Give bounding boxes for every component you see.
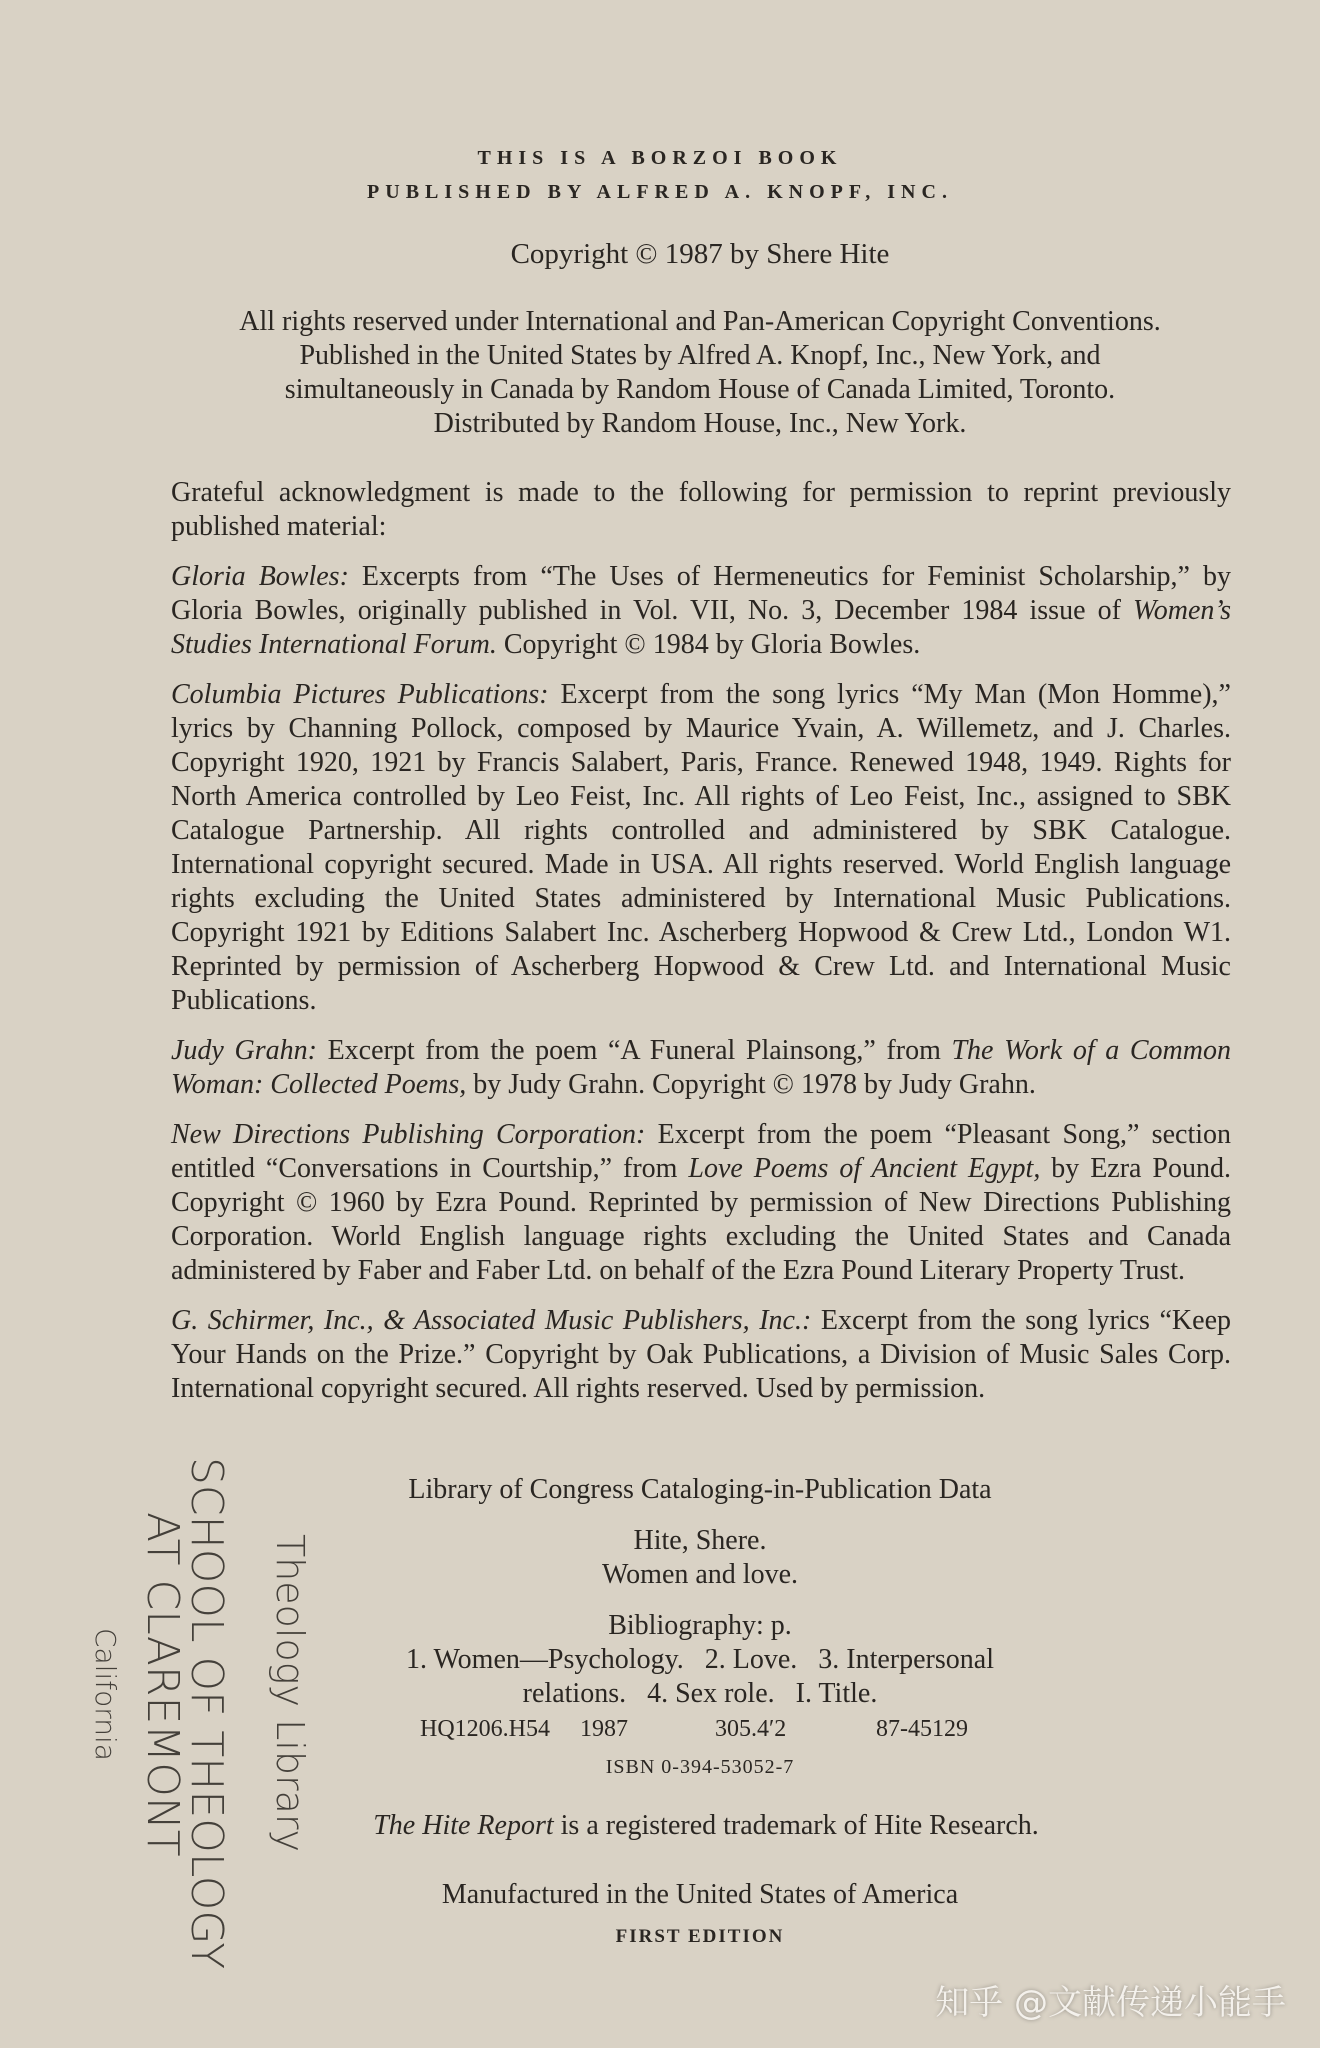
cip-bibliography: Bibliography: p.: [608, 1610, 792, 1641]
ack-source: Judy Grahn:: [171, 1035, 317, 1066]
cip-subjects: relations. 4. Sex role. I. Title.: [522, 1678, 878, 1709]
publisher-line: PUBLISHED BY ALFRED A. KNOPF, INC.: [367, 181, 953, 203]
rights-line: Published in the United States by Alfred A. Knopf, Inc., New York, and: [299, 340, 1101, 371]
acknowledgment-entry: [171, 1034, 1231, 1102]
rights-line: Distributed by Random House, Inc., New York.: [433, 408, 967, 439]
ack-source: G. Schirmer, Inc., & Associated Music Publishers, Inc.:: [171, 1305, 812, 1336]
acknowledgment-intro: Grateful acknowledgment is made to the following for permission to reprint previously published material:: [171, 477, 1231, 542]
acknowledgments: [171, 476, 1231, 1422]
cip-year: 1987: [580, 1716, 628, 1742]
stamp-at-claremont: AT CLAREMONT: [137, 1512, 188, 1857]
manufactured-line: Manufactured in the United States of America: [441, 1879, 959, 1910]
trademark-title: The Hite Report: [373, 1810, 554, 1841]
copyright-line: Copyright © 1987 by Shere Hite: [510, 238, 890, 270]
cip-author: Hite, Shere.: [633, 1525, 767, 1556]
ack-source: New Directions Publishing Corporation:: [171, 1119, 646, 1150]
ack-text: Excerpt from the poem “A Funeral Plainsong,” from: [316, 1035, 952, 1066]
ack-text: by Ezra Pound. Copyright © 1960 by Ezra Pound. Reprinted by permission of New Directions Publishing Corporation. World English language rights excluding the United States and Canada administered by Faber and Faber Ltd. on behalf of the Ezra Pound Literary Property Trust.: [171, 1153, 1231, 1286]
borzoi-line: THIS IS A BORZOI BOOK: [477, 147, 843, 169]
ack-text: Excerpt from the song lyrics “My Man (Mon Homme),” lyrics by Channing Pollock, composed by Maurice Yvain, A. Willemetz, and J. Charles. Copyright 1920, 1921 by Francis Salabert, Paris, France. Renewed 1948, 1949. Rights for North America controlled by Leo Feist, Inc. All rights of Leo Feist, Inc., assigned to SBK Catalogue Partnership. All rights controlled and administered by SBK Catalogue. International copyright secured. Made in USA. All rights reserved. World English language rights excluding the United States administered by International Music Publications. Copyright 1921 by Editions Salabert Inc. Ascherberg Hopwood & Crew Ltd., London W1. Reprinted by permission of Ascherberg Hopwood & Crew Ltd. and International Music Publications.: [171, 679, 1231, 1016]
ack-italic: Women’s Studies International Forum.: [171, 595, 1231, 660]
edition-line: FIRST EDITION: [615, 1926, 785, 1947]
rights-line: All rights reserved under International and Pan-American Copyright Conventions.: [239, 306, 1161, 337]
acknowledgment-entry: [171, 1304, 1231, 1406]
trademark-line: [326, 1810, 1086, 1842]
cip-title: Library of Congress Cataloging-in-Publication Data: [408, 1474, 992, 1505]
zhihu-watermark: 知乎 @文献传递小能手: [935, 1983, 1286, 2023]
ack-text: Excerpt from the song lyrics “Keep Your Hands on the Prize.” Copyright by Oak Publications, a Division of Music Sales Corp. International copyright secured. All rights reserved. Used by permission.: [171, 1305, 1232, 1404]
acknowledgment-entry: [171, 560, 1231, 662]
cip-subjects: 1. Women—Psychology. 2. Love. 3. Interpersonal: [406, 1644, 994, 1675]
ack-text: Excerpt from the poem “Pleasant Song,” section entitled “Conversations in Courtship,” from: [171, 1119, 1231, 1184]
rights-line: simultaneously in Canada by Random House of Canada Limited, Toronto.: [284, 374, 1116, 405]
stamp-california: California: [89, 1628, 122, 1761]
cip-book-title: Women and love.: [601, 1559, 799, 1590]
ack-source: Columbia Pictures Publications:: [171, 679, 549, 710]
stamp-theology-library: Theology Library: [268, 1534, 312, 1852]
acknowledgment-entry: [171, 678, 1231, 1018]
ack-text: by Judy Grahn. Copyright © 1978 by Judy Grahn.: [466, 1069, 1036, 1100]
cip-class-number: HQ1206.H54: [420, 1716, 550, 1742]
cip-dewey: 305.4′2: [715, 1716, 787, 1742]
cip-isbn: ISBN 0-394-53052-7: [605, 1756, 795, 1778]
acknowledgment-entry: [171, 1118, 1231, 1288]
ack-text: Copyright © 1984 by Gloria Bowles.: [496, 629, 921, 660]
trademark-text: is a registered trademark of Hite Research.: [553, 1810, 1039, 1841]
cip-lccn: 87-45129: [876, 1716, 968, 1742]
stamp-school-of-theology: SCHOOL OF THEOLOGY: [181, 1457, 232, 1970]
ack-italic: The Work of a Common Woman: Collected Poems,: [171, 1035, 1231, 1100]
ack-italic: Love Poems of Ancient Egypt,: [688, 1153, 1041, 1184]
ack-source: Gloria Bowles:: [171, 561, 349, 592]
ack-text: Excerpts from “The Uses of Hermeneutics for Feminist Scholarship,” by Gloria Bowles, originally published in Vol. VII, No. 3, December 1984 issue of: [171, 561, 1231, 626]
